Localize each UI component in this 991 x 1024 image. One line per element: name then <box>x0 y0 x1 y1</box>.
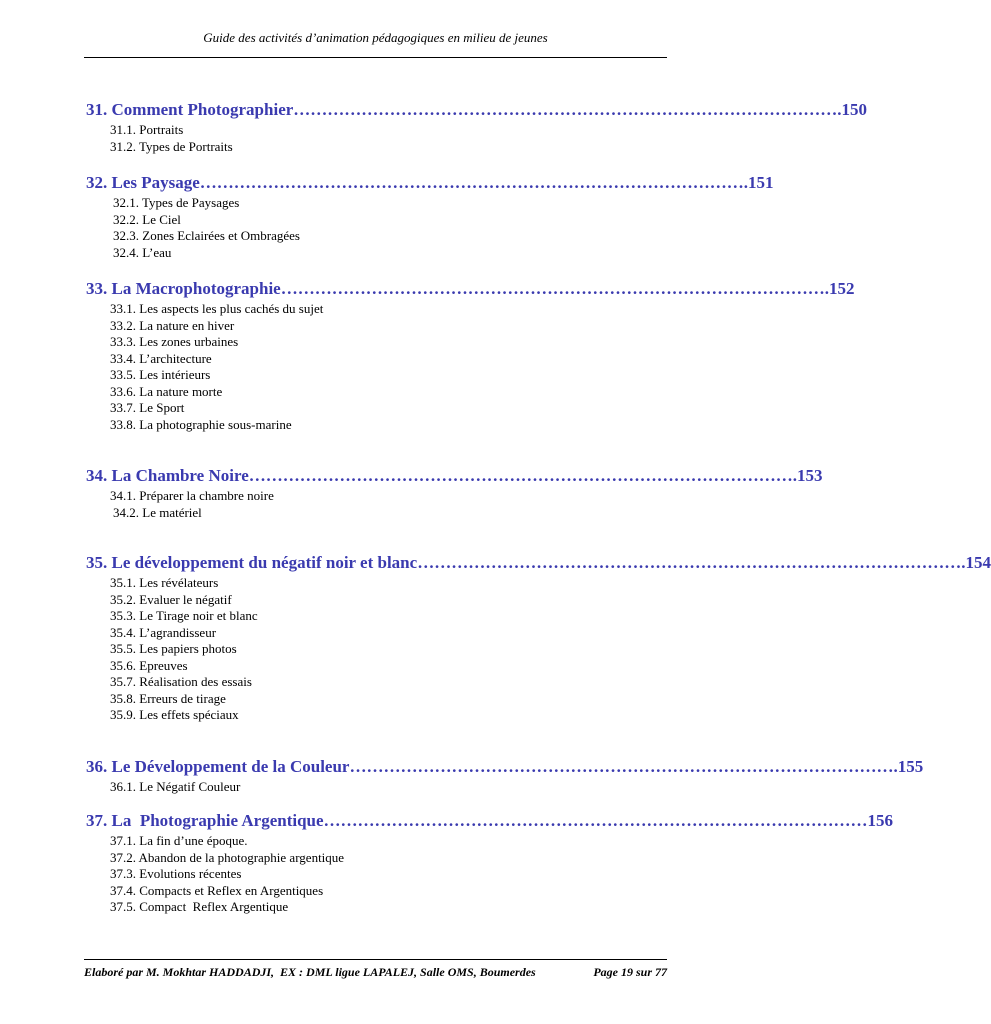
toc-leader-dots: …………………………………………………………………………………… <box>248 466 793 485</box>
toc-sub-item[interactable]: 33.5. Les intérieurs <box>110 367 211 382</box>
toc-sub-item[interactable]: 31.1. Portraits <box>110 122 184 137</box>
toc-sub-item[interactable]: 35.9. Les effets spéciaux <box>110 707 239 722</box>
toc-sub-item[interactable]: 33.1. Les aspects les plus cachés du sujet <box>110 301 324 316</box>
toc-sub-item[interactable]: 33.2. La nature en hiver <box>110 317 235 333</box>
toc-sub-item[interactable]: 34.2. Le matériel <box>113 504 202 520</box>
toc-sub-list <box>110 301 661 433</box>
toc-entry-page: .153 <box>792 466 823 485</box>
toc-sub-list <box>110 488 661 521</box>
toc-entry-page: .151 <box>743 173 774 192</box>
toc-sub-item[interactable]: 36.1. Le Négatif Couleur <box>110 778 241 794</box>
toc-entry-title: 36. Le Développement de la Couleur <box>86 756 350 776</box>
toc-section-34 <box>86 464 823 521</box>
toc-sub-item[interactable]: 37.1. La fin d’une époque. <box>110 833 248 848</box>
toc-leader-dots: …………………………………………………………………………………… <box>323 811 868 830</box>
toc-entry-page: .155 <box>893 756 924 776</box>
toc-sub-item[interactable]: 35.2. Evaluer le négatif <box>110 591 232 607</box>
toc-entry-37[interactable] <box>86 809 894 833</box>
toc-section-31 <box>86 98 868 155</box>
toc-entry-page: .152 <box>824 279 855 298</box>
page-header-title: Guide des activités d’animation pédagogiques en milieu de jeunes <box>203 30 548 45</box>
toc-sub-item[interactable]: 35.3. Le Tirage noir et blanc <box>110 608 258 623</box>
toc-sub-item[interactable]: 32.2. Le Ciel <box>113 211 181 227</box>
toc-leader-dots: …………………………………………………………………………………… <box>349 756 894 776</box>
toc-entry-33[interactable] <box>86 277 855 301</box>
toc-section-35 <box>86 551 991 724</box>
toc-sub-list <box>110 779 661 796</box>
page-footer <box>84 965 667 980</box>
toc-entry-page: .154 <box>961 553 991 572</box>
toc-sub-list <box>110 575 661 724</box>
toc-sub-item[interactable]: 32.4. L’eau <box>113 244 172 260</box>
toc-entry-36[interactable] <box>86 755 924 779</box>
toc-sub-list <box>110 195 661 261</box>
toc-entry-title: 34. La Chambre Noire <box>86 466 249 485</box>
toc-entry-page: .150 <box>837 100 868 119</box>
toc-leader-dots: …………………………………………………………………………………… <box>293 100 838 119</box>
toc-sub-item[interactable]: 35.4. L’agrandisseur <box>110 624 217 640</box>
toc-entry-title: 33. La Macrophotographie <box>86 279 281 298</box>
toc-section-37 <box>86 809 894 916</box>
toc-entry-title: 37. La Photographie Argentique <box>86 811 324 830</box>
toc-sub-item[interactable]: 37.5. Compact Reflex Argentique <box>110 899 289 914</box>
toc-entry-page: 156 <box>867 811 894 830</box>
toc-sub-item[interactable]: 35.8. Erreurs de tirage <box>110 690 226 706</box>
toc-leader-dots: …………………………………………………………………………………… <box>417 553 962 572</box>
toc-sub-item[interactable]: 34.1. Préparer la chambre noire <box>110 488 274 503</box>
toc-entry-title: 35. Le développement du négatif noir et blanc <box>86 553 418 572</box>
toc-sub-item[interactable]: 32.3. Zones Eclairées et Ombragées <box>113 228 300 243</box>
header-divider <box>84 57 667 58</box>
toc-sub-item[interactable]: 33.7. Le Sport <box>110 400 185 415</box>
toc-section-33 <box>86 277 855 433</box>
toc-sub-item[interactable]: 31.2. Types de Portraits <box>110 138 233 154</box>
toc-sub-item[interactable]: 37.2. Abandon de la photographie argentique <box>110 849 345 865</box>
toc-sub-item[interactable]: 33.4. L’architecture <box>110 350 212 366</box>
toc-section-36 <box>86 755 924 796</box>
toc-sub-list <box>110 833 661 916</box>
toc-entry-34[interactable] <box>86 464 823 488</box>
table-of-contents <box>86 98 991 916</box>
toc-sub-item[interactable]: 33.8. La photographie sous-marine <box>110 416 292 432</box>
toc-sub-item[interactable]: 35.5. Les papiers photos <box>110 641 237 656</box>
toc-sub-item[interactable]: 35.1. Les révélateurs <box>110 575 219 590</box>
toc-entry-35[interactable] <box>86 551 991 575</box>
toc-sub-list <box>110 122 661 155</box>
toc-entry-32[interactable] <box>86 171 774 195</box>
toc-sub-item[interactable]: 37.3. Evolutions récentes <box>110 866 242 881</box>
footer-divider <box>84 959 667 960</box>
toc-sub-item[interactable]: 33.6. La nature morte <box>110 383 223 399</box>
toc-leader-dots: …………………………………………………………………………………… <box>280 279 825 298</box>
toc-leader-dots: …………………………………………………………………………………… <box>199 173 744 192</box>
toc-entry-title: 31. Comment Photographier <box>86 100 294 119</box>
toc-sub-item[interactable]: 35.7. Réalisation des essais <box>110 674 252 689</box>
toc-entry-31[interactable] <box>86 98 868 122</box>
footer-page-number: Page 19 sur 77 <box>593 965 667 979</box>
toc-sub-item[interactable]: 32.1. Types de Paysages <box>113 195 240 210</box>
toc-sub-item[interactable]: 33.3. Les zones urbaines <box>110 334 239 349</box>
toc-sub-item[interactable]: 37.4. Compacts et Reflex en Argentiques <box>110 882 324 898</box>
toc-sub-item[interactable]: 35.6. Epreuves <box>110 657 188 673</box>
footer-author: Elaboré par M. Mokhtar HADDADJI, EX : DML ligue LAPALEJ, Salle OMS, Boumerdes <box>84 965 536 979</box>
toc-entry-title: 32. Les Paysage <box>86 173 200 192</box>
toc-section-32 <box>86 171 774 261</box>
